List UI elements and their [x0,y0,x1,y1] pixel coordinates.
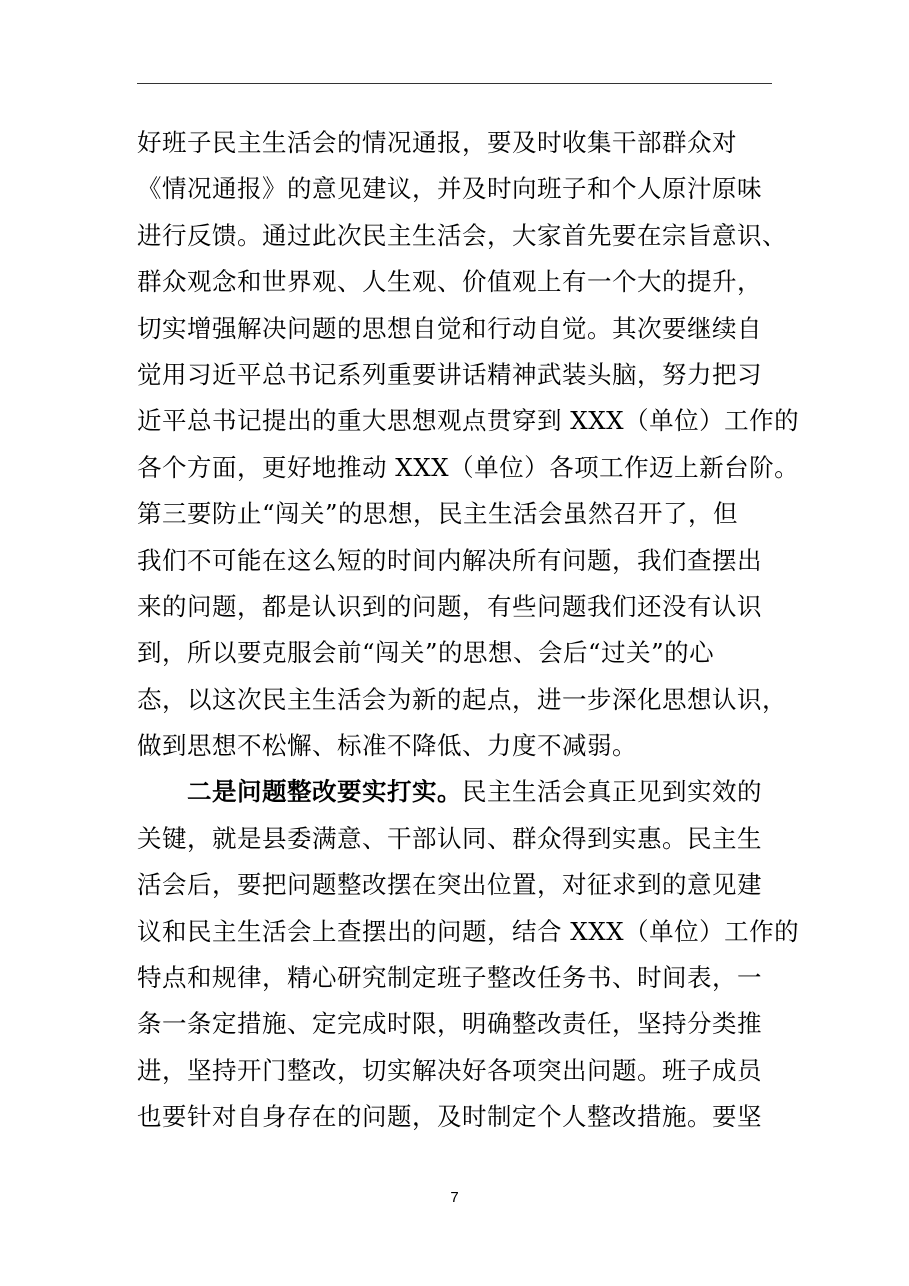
text-line: 活会后，要把问题整改摆在突出位置，对征求到的意见建 [137,870,762,900]
paragraph-first-line [137,769,777,815]
text-line: 第三要防止“闯关”的思想，民主生活会虽然召开了，但 [137,499,739,529]
header-rule [137,83,772,84]
text-line: 条一条定措施、定完成时限，明确整改责任，坚持分类推 [137,1009,762,1039]
text-line: 做到思想不松懈、标准不降低、力度不减弱。 [137,731,637,761]
text-line: 也要针对自身存在的问题，及时制定个人整改措施。要坚 [137,1102,762,1132]
text-line: 态，以这次民主生活会为新的起点，进一步深化思想认识， [137,684,787,714]
text-line: 《情况通报》的意见建议，并及时向班子和个人原汁原味 [137,174,762,204]
text-line: 好班子民主生活会的情况通报，要及时收集干部群众对 [137,128,737,157]
section-heading: 二是问题整改要实打实。 [187,777,462,807]
text-line: 我们不可能在这么短的时间内解决所有问题，我们查摆出 [137,545,762,575]
text-line: 切实增强解决问题的思想自觉和行动自觉。其次要继续自 [137,313,762,343]
text-line: 进，坚持开门整改，切实解决好各项突出问题。班子成员 [137,1055,762,1085]
text-line: 群众观念和世界观、人生观、价值观上有一个大的提升， [137,267,762,297]
text-line: 特点和规律，精心研究制定班子整改任务书、时间表，一 [137,963,762,993]
text-line: 进行反馈。通过此次民主生活会，大家首先要在宗旨意识、 [137,220,787,250]
text-line: 来的问题，都是认识到的问题，有些问题我们还没有认识 [137,591,762,621]
text-line: 议和民主生活会上查摆出的问题，结合 XXX（单位）工作的 [137,916,800,946]
text-line: 到，所以要克服会前“闯关”的思想、会后“过关”的心 [137,638,715,668]
text-line: 近平总书记提出的重大思想观点贯穿到 XXX（单位）工作的 [137,406,800,436]
text-run: 民主生活会真正见到实效的 [462,777,762,807]
text-line: 各个方面，更好地推动 XXX（单位）各项工作迈上新台阶。 [137,452,800,482]
text-line: 觉用习近平总书记系列重要讲话精神武装头脑，努力把习 [137,359,762,389]
text-line: 关键，就是县委满意、干部认同、群众得到实惠。民主生 [137,823,762,853]
body-text [137,120,800,1141]
page-number: 7 [450,1189,459,1206]
